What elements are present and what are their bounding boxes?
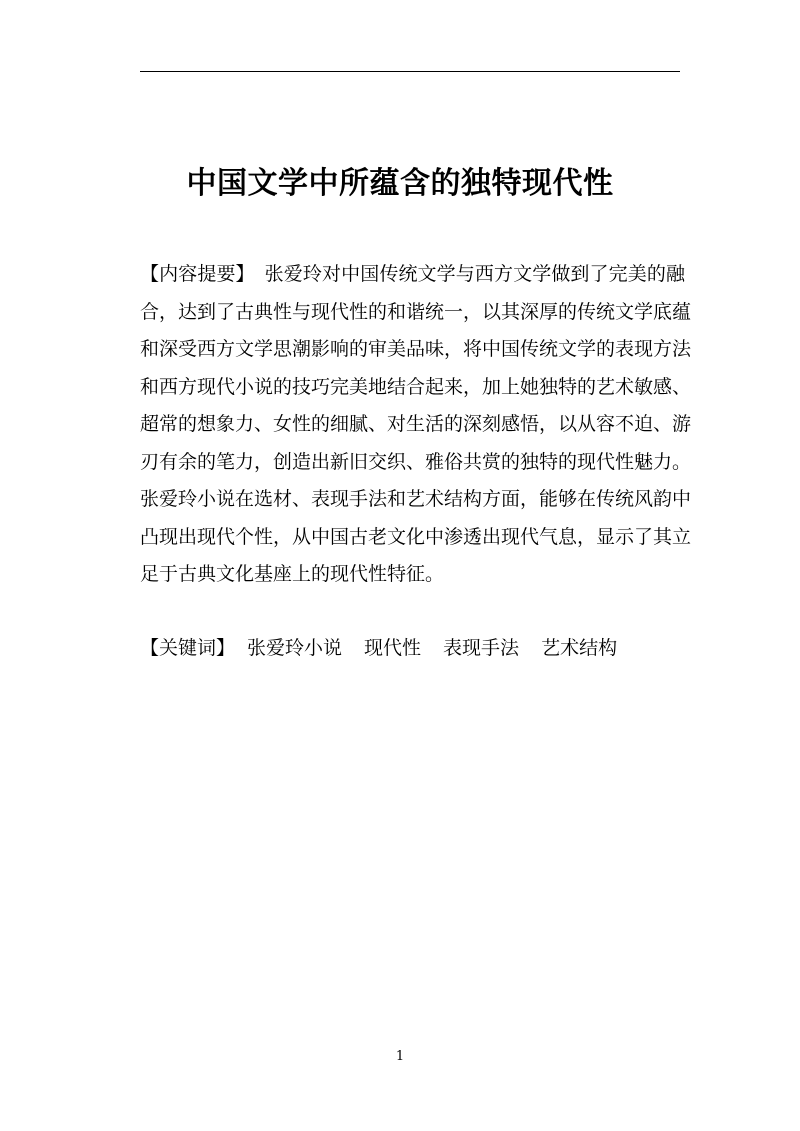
keywords-label: 【关键词】 [140,637,236,659]
abstract-line-5: 超常的想象力、女性的细腻、对生活的深刻感悟，以从容不迫、游 [140,413,692,435]
abstract-line-1 [140,256,685,294]
abstract-line-2: 合，达到了古典性与现代性的和谐统一，以其深厚的传统文学底蕴 [140,300,692,323]
abstract-paragraph [140,256,692,594]
abstract-line-8: 凸现出现代个性，从中国古老文化中渗透出现代气息，显示了其立 [140,525,692,548]
keyword-item: 艺术结构 [541,637,618,659]
page-title: 中国文学中所蕴含的独特现代性 [186,166,614,202]
abstract-text: 张爱玲对中国传统文学与西方文学做到了完美的融 [264,263,685,285]
abstract-line-6: 刃有余的笔力，创造出新旧交织、雅俗共赏的独特的现代性魅力。 [140,450,692,473]
abstract-line-3: 和深受西方文学思潮影响的审美品味，将中国传统文学的表现方法 [140,338,692,360]
keyword-item: 表现手法 [443,637,520,659]
header-rule [140,71,680,72]
abstract-label: 【内容提要】 [140,263,255,285]
abstract-line-7: 张爱玲小说在选材、表现手法和艺术结构方面，能够在传统风韵中 [140,488,692,510]
keyword-item: 现代性 [364,637,422,659]
keywords-line [140,630,685,668]
keyword-item: 张爱玲小说 [247,637,343,659]
page-number: 1 [395,1049,405,1064]
abstract-line-4: 和西方现代小说的技巧完美地结合起来，加上她独特的艺术敏感、 [140,375,692,398]
abstract-line-9: 足于古典文化基座上的现代性特征。 [140,563,445,585]
